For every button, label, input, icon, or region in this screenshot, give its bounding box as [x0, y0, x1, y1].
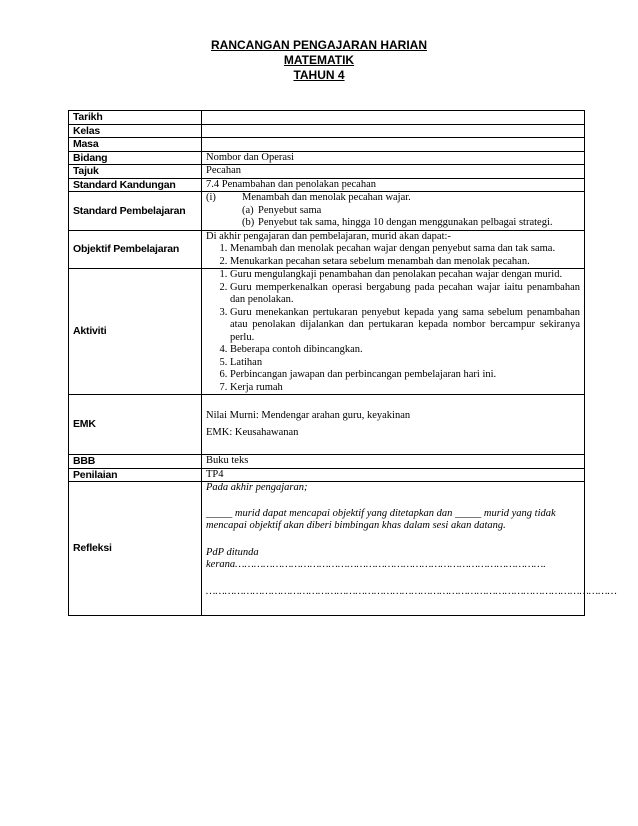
- row-bidang: [69, 151, 585, 165]
- label-emk: EMK: [69, 395, 202, 455]
- value-standard-pembelajaran: [202, 192, 585, 231]
- row-refleksi: [69, 482, 585, 616]
- sub-item-letter: (b): [242, 217, 255, 228]
- value-objektif: [202, 230, 585, 269]
- row-aktiviti: [69, 269, 585, 395]
- value-masa: [202, 138, 585, 152]
- refleksi-line-1: Pada akhir pengajaran;: [206, 482, 308, 493]
- label-kelas: Kelas: [69, 124, 202, 138]
- standard-item: [206, 192, 580, 205]
- document-header: [0, 38, 638, 83]
- list-item: 3. Guru menekankan pertukaran penyebut kepada yang sama sebelum penambahan atau penolakan dijalankan dan pertukaran kepada nombor bercampur sekiranya perlu.: [230, 307, 580, 345]
- sub-item-letter: (a): [242, 204, 254, 216]
- label-tajuk: Tajuk: [69, 165, 202, 179]
- row-standard-kandungan: [69, 178, 585, 192]
- refleksi-line-2: _____ murid dapat mencapai objektif yang ditetapkan dan _____ murid yang tidak mencapai objektif akan diberi bimbingan khas dalam sesi akan datang.: [206, 507, 556, 531]
- value-tajuk: Pecahan: [202, 165, 585, 179]
- label-bbb: BBB: [69, 455, 202, 469]
- label-bidang: Bidang: [69, 151, 202, 165]
- value-emk: [202, 395, 585, 455]
- lesson-plan-table: [68, 110, 617, 616]
- list-item: 2. Menukarkan pecahan setara sebelum menambah dan menolak pecahan.: [230, 256, 580, 269]
- row-bbb: [69, 455, 585, 469]
- value-kelas: [202, 124, 585, 138]
- doc-title: RANCANGAN PENGAJARAN HARIAN: [210, 38, 427, 52]
- sub-item-text: Penyebut sama: [258, 204, 322, 216]
- list-item: 1. Guru mengulangkaji penambahan dan penolakan pecahan wajar dengan murid.: [230, 269, 580, 282]
- standard-sub-list: [206, 205, 580, 230]
- refleksi-line-4: ……………………………………………………………………………………………………………………: [206, 585, 617, 597]
- label-masa: Masa: [69, 138, 202, 152]
- row-masa: [69, 138, 585, 152]
- standard-sub-item: [242, 217, 580, 230]
- objektif-intro: Di akhir pengajaran dan pembelajaran, murid akan dapat:-: [206, 230, 451, 242]
- row-penilaian: [69, 468, 585, 482]
- value-refleksi: [202, 482, 617, 616]
- label-refleksi: Refleksi: [69, 482, 202, 616]
- row-tarikh: [69, 111, 585, 125]
- emk-line-emk: EMK: Keusahawanan: [206, 427, 299, 438]
- emk-line-nilai: Nilai Murni: Mendengar arahan guru, keyakinan: [206, 409, 411, 421]
- value-penilaian: TP4: [202, 468, 585, 482]
- label-penilaian: Penilaian: [69, 468, 202, 482]
- standard-item-text: Menambah dan menolak pecahan wajar.: [242, 192, 411, 203]
- standard-sub-item: [242, 205, 580, 218]
- label-standard-pembelajaran: Standard Pembelajaran: [69, 192, 202, 231]
- standard-item-number: (i): [206, 192, 216, 203]
- row-tajuk: [69, 165, 585, 179]
- doc-subject: MATEMATIK: [283, 53, 355, 67]
- list-item: 5. Latihan: [230, 357, 580, 370]
- label-objektif: Objektif Pembelajaran: [69, 230, 202, 269]
- list-item: 2. Guru memperkenalkan operasi bergabung pada pecahan wajar iaitu penambahan dan penolakan.: [230, 282, 580, 307]
- sub-item-text: Penyebut tak sama, hingga 10 dengan menggunakan pelbagai strategi.: [258, 217, 553, 228]
- refleksi-line-3: PdP ditunda kerana……………………………………………………………………………………….: [206, 546, 546, 570]
- objektif-list: [206, 243, 580, 268]
- value-aktiviti: [202, 269, 585, 395]
- row-objektif: [69, 230, 585, 269]
- row-emk: [69, 395, 585, 455]
- list-item: 7. Kerja rumah: [230, 382, 580, 395]
- list-item: 4. Beberapa contoh dibincangkan.: [230, 344, 580, 357]
- label-tarikh: Tarikh: [69, 111, 202, 125]
- value-standard-kandungan: 7.4 Penambahan dan penolakan pecahan: [202, 178, 585, 192]
- label-standard-kandungan: Standard Kandungan: [69, 178, 202, 192]
- row-standard-pembelajaran: [69, 192, 585, 231]
- value-tarikh: [202, 111, 585, 125]
- value-bbb: Buku teks: [202, 455, 585, 469]
- list-item: 6. Perbincangan jawapan dan perbincangan pembelajaran hari ini.: [230, 369, 580, 382]
- value-bidang: Nombor dan Operasi: [202, 151, 585, 165]
- label-aktiviti: Aktiviti: [69, 269, 202, 395]
- row-kelas: [69, 124, 585, 138]
- aktiviti-list: [206, 269, 580, 394]
- list-item: 1. Menambah dan menolak pecahan wajar dengan penyebut sama dan tak sama.: [230, 243, 580, 256]
- doc-year: TAHUN 4: [293, 68, 345, 82]
